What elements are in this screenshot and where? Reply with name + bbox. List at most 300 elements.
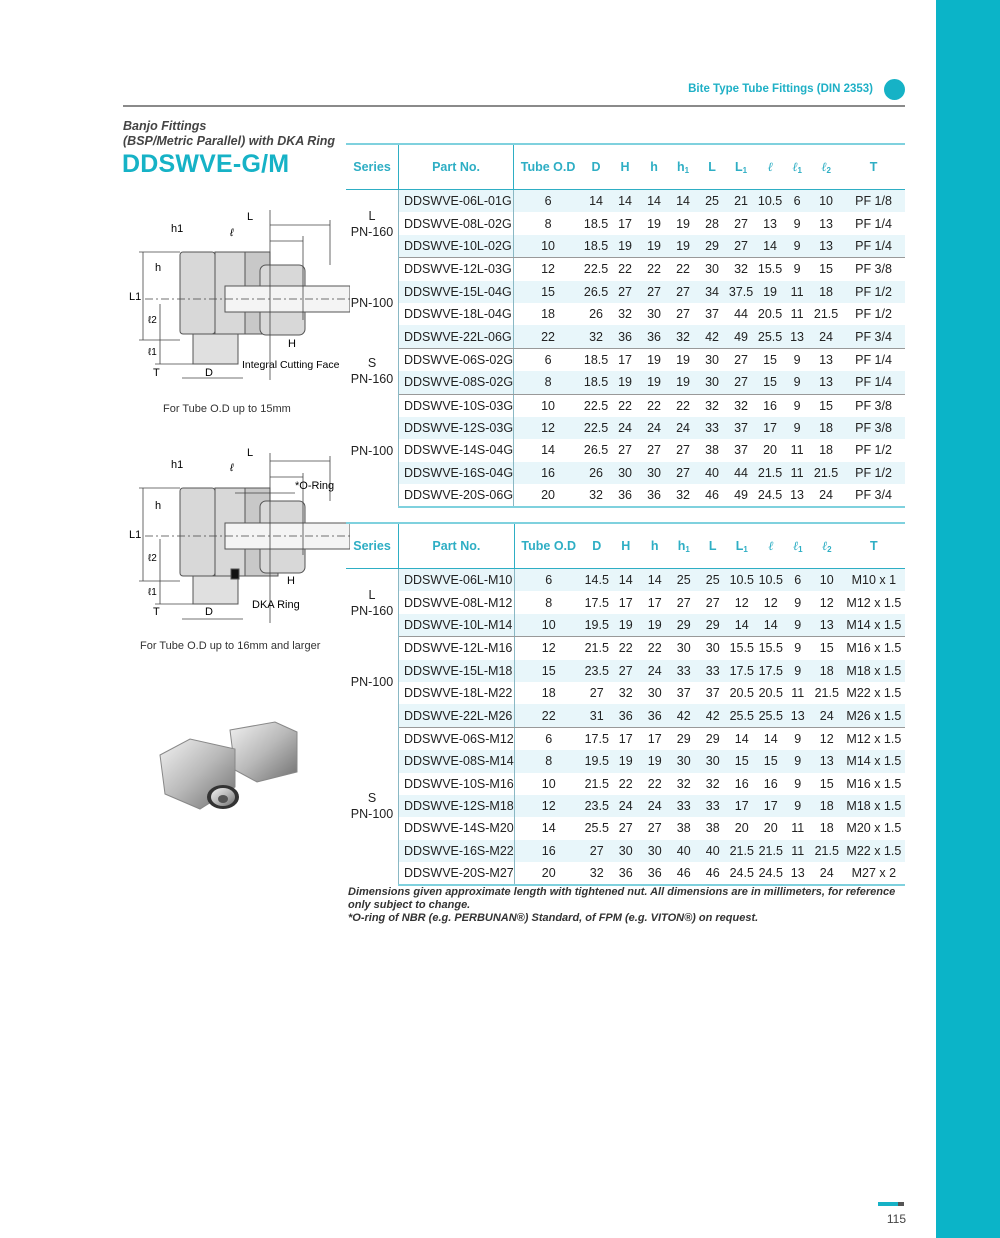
dim-D-cell: 23.5 (583, 795, 611, 817)
dim-h1-cell: 25 (669, 569, 699, 592)
col-T: T (842, 144, 905, 190)
col-h: h (641, 523, 669, 569)
dim-ell-cell: 10.5 (756, 190, 784, 213)
dim-L-cell: 32 (705, 398, 720, 413)
dim-ell-cell: 14 (763, 731, 778, 746)
dim-D-cell: 21.5 (584, 641, 609, 656)
dim-h1-cell: 42 (669, 704, 699, 727)
product-model: DDSWVE-G/M (122, 150, 290, 178)
tube-od-cell: 12 (541, 641, 556, 656)
dim-h-cell: 36 (640, 484, 668, 507)
dim-L1-cell: 20 (734, 821, 749, 836)
dim-ell2-cell: 15 (819, 641, 834, 656)
product-photo (155, 715, 315, 820)
dim-ell-cell: 17.5 (757, 660, 785, 682)
thread-T-cell: M26 x 1.5 (843, 704, 905, 727)
col-ell1: ℓ$_1$ (785, 523, 811, 569)
dim-label-l1: ℓ1 (148, 587, 157, 598)
series-cell (346, 637, 399, 728)
dim-H-cell: 17 (618, 216, 633, 231)
dim-L1-cell: 20.5 (729, 686, 754, 701)
dim-L-cell: 33 (699, 660, 727, 682)
dim-ell2-cell: 21.5 (813, 307, 839, 322)
dim-h1-cell: 19 (676, 352, 691, 367)
dim-H-cell: 36 (610, 325, 640, 348)
dim-ell-cell: 10.5 (757, 569, 785, 592)
dim-ell1-cell: 6 (784, 190, 810, 213)
dim-ell2-cell: 13 (819, 216, 834, 231)
dim-h-cell: 19 (641, 750, 669, 772)
col-tube-od: Tube O.D (514, 523, 583, 569)
dim-ell-cell: 12 (763, 595, 778, 610)
dim-h1-cell: 19 (668, 235, 698, 258)
diagram-1-caption: For Tube O.D up to 15mm (163, 403, 291, 415)
dim-L-cell: 42 (698, 325, 726, 348)
dim-h-cell: 27 (647, 443, 662, 458)
dim-ell-cell: 14 (757, 614, 785, 637)
dim-ell2-cell: 21.5 (814, 686, 839, 701)
dim-ell2-cell: 18 (810, 417, 842, 439)
dim-h1-cell: 30 (676, 641, 691, 656)
tube-od-cell: 10 (514, 614, 583, 637)
dim-H-cell: 17 (618, 352, 633, 367)
tube-od-cell: 18 (541, 307, 556, 322)
diagram-2-caption: For Tube O.D up to 16mm and larger (140, 640, 321, 652)
dim-h1-cell: 27 (668, 462, 698, 484)
dim-D-cell: 17.5 (584, 731, 609, 746)
tube-od-cell: 8 (514, 371, 583, 394)
series-type: L (368, 208, 376, 223)
dim-ell-cell: 20 (763, 443, 778, 458)
table-row (346, 637, 905, 660)
table-row (346, 394, 905, 417)
dim-L1-cell: 17.5 (727, 660, 757, 682)
series-cell (346, 348, 399, 394)
table-row (346, 303, 905, 325)
dim-L1-cell: 44 (734, 307, 749, 322)
dim-h1-cell: 32 (668, 484, 698, 507)
dim-h1-cell: 46 (669, 862, 699, 885)
dim-ell-cell: 13 (763, 216, 778, 231)
table-row (346, 569, 905, 592)
dim-h1-cell: 40 (669, 840, 699, 862)
dim-ell2-cell: 13 (819, 352, 834, 367)
dim-h1-cell: 27 (676, 595, 691, 610)
col-h1: $h_1$ (668, 144, 698, 190)
dim-L-cell: 34 (698, 281, 726, 303)
dim-h1-cell: 32 (676, 776, 691, 791)
dim-ell-cell: 20 (763, 821, 778, 836)
dim-L-cell: 46 (698, 484, 726, 507)
col-part-no: Part No. (399, 523, 515, 569)
dim-D-cell: 27 (589, 686, 604, 701)
thread-T-cell: PF 1/2 (842, 462, 905, 484)
dim-D-cell: 14.5 (583, 569, 611, 592)
dim-H-cell: 19 (610, 371, 640, 394)
dim-h-cell: 30 (647, 686, 662, 701)
dim-h-cell: 36 (641, 704, 669, 727)
table-header-row (346, 144, 905, 190)
part-no-cell: DDSWVE-20S-M27 (399, 862, 515, 885)
dim-D-cell: 22.5 (583, 262, 609, 277)
dim-L-cell: 32 (705, 776, 720, 791)
table-row (346, 281, 905, 303)
dim-ell1-cell: 9 (784, 417, 810, 439)
tube-od-cell: 12 (541, 262, 556, 277)
tube-od-cell: 8 (544, 216, 552, 231)
dim-ell-cell: 24.5 (757, 862, 785, 885)
dim-H-cell: 19 (610, 235, 640, 258)
dim-label-ell: ℓ (230, 462, 234, 474)
col-ell2: ℓ$_2$ (810, 144, 842, 190)
dim-D-cell: 19.5 (583, 750, 611, 772)
dim-ell2-cell: 18 (811, 795, 843, 817)
dim-h1-cell: 33 (669, 795, 699, 817)
dim-H-cell: 27 (611, 660, 641, 682)
dim-label-l2: ℓ2 (148, 315, 157, 326)
dim-h-cell: 36 (641, 862, 669, 885)
dim-h-cell: 19 (641, 614, 669, 637)
thread-T-cell: M20 x 1.5 (846, 821, 902, 836)
dim-ell2-cell: 12 (819, 731, 834, 746)
dim-ell1-cell: 9 (793, 216, 801, 231)
dim-ell2-cell: 18 (819, 443, 834, 458)
dim-label-L1: L1 (129, 529, 142, 541)
dim-L-cell: 46 (699, 862, 727, 885)
dim-h-cell: 14 (641, 569, 669, 592)
thread-T-cell: M12 x 1.5 (846, 595, 902, 610)
dim-ell1-cell: 6 (785, 569, 811, 592)
table-row (346, 660, 905, 682)
dim-label-l2: ℓ2 (148, 553, 157, 564)
dim-ell-cell: 14 (756, 235, 784, 258)
dim-h1-cell: 27 (676, 307, 691, 322)
series-pressure: PN-160 (350, 224, 394, 239)
dim-D-cell: 26 (589, 307, 604, 322)
dim-label-T: T (153, 606, 160, 618)
dim-ell1-cell: 9 (794, 641, 802, 656)
part-no-cell: DDSWVE-12S-M18 (399, 795, 515, 817)
spec-table-metric (346, 522, 905, 886)
dim-L1-cell: 10.5 (727, 569, 757, 592)
dim-H-cell: 24 (611, 795, 641, 817)
dim-L-cell: 30 (705, 641, 720, 656)
table-row (346, 727, 905, 750)
thread-T-cell: PF 1/4 (855, 352, 892, 367)
tube-od-cell: 16 (514, 840, 583, 862)
dim-H-cell: 36 (610, 484, 640, 507)
dim-D-cell: 18.5 (582, 235, 610, 258)
dim-ell1-cell: 9 (785, 795, 811, 817)
dim-ell-cell: 20.5 (757, 307, 783, 322)
dim-ell2-cell: 24 (810, 325, 842, 348)
dim-h-cell: 24 (641, 660, 669, 682)
dim-ell2-cell: 24 (810, 484, 842, 507)
dim-ell2-cell: 12 (819, 595, 834, 610)
thread-T-cell: M22 x 1.5 (843, 840, 905, 862)
tube-od-cell: 10 (541, 776, 556, 791)
dim-label-ell: ℓ (230, 227, 234, 239)
dim-D-cell: 26.5 (582, 281, 610, 303)
dim-h-cell: 27 (647, 821, 662, 836)
dim-ell-cell: 16 (763, 776, 778, 791)
dim-L1-cell: 14 (727, 614, 757, 637)
dim-ell1-cell: 13 (784, 325, 810, 348)
dim-L1-cell: 37 (734, 443, 749, 458)
col-ell: ℓ (756, 144, 784, 190)
series-type: S (367, 356, 377, 371)
thread-T-cell: M22 x 1.5 (846, 686, 902, 701)
col-series: Series (346, 523, 399, 569)
dim-ell-cell: 21.5 (756, 462, 784, 484)
table-row (346, 773, 905, 795)
dim-H-cell: 14 (611, 569, 641, 592)
tube-od-cell: 22 (514, 325, 583, 348)
table-row (346, 750, 905, 772)
tube-od-cell: 14 (541, 443, 556, 458)
dim-label-L1: L1 (129, 291, 142, 303)
dim-h1-cell: 22 (676, 398, 691, 413)
dim-ell2-cell: 13 (810, 371, 842, 394)
dim-H-cell: 14 (610, 190, 640, 213)
thread-T-cell: PF 1/4 (842, 235, 905, 258)
dim-ell1-cell: 9 (793, 352, 801, 367)
dim-ell1-cell: 11 (791, 821, 805, 836)
dim-ell-cell: 15 (763, 352, 778, 367)
tube-od-cell: 10 (541, 398, 556, 413)
dim-D-cell: 32 (583, 862, 611, 885)
series-type: S (367, 791, 377, 806)
part-no-cell: DDSWVE-06S-02G (399, 348, 514, 371)
thread-T-cell: M10 x 1 (843, 569, 905, 592)
dim-D-cell: 26.5 (583, 443, 609, 458)
section-title: Bite Type Tube Fittings (DIN 2353) (688, 83, 873, 95)
part-no-cell: DDSWVE-08S-02G (399, 371, 514, 394)
series-cell (346, 258, 399, 349)
part-no-cell: DDSWVE-10S-03G (399, 394, 514, 417)
dim-ell2-cell: 21.5 (811, 840, 843, 862)
subtitle-line-2: (BSP/Metric Parallel) with DKA Ring (123, 134, 336, 148)
col-tube-od: Tube O.D (514, 144, 583, 190)
dim-H-cell: 22 (618, 641, 633, 656)
dim-L1-cell: 49 (726, 484, 756, 507)
dim-L1-cell: 21 (726, 190, 756, 213)
dim-h1-cell: 27 (676, 443, 691, 458)
dim-ell2-cell: 15 (819, 262, 834, 277)
table-row (346, 795, 905, 817)
footnotes (348, 886, 908, 925)
dim-h-cell: 30 (647, 307, 662, 322)
dim-ell1-cell: 9 (785, 750, 811, 772)
series-pressure: PN-160 (350, 372, 394, 387)
dim-h-cell: 14 (640, 190, 668, 213)
dim-ell-cell: 17 (757, 795, 785, 817)
dim-label-l1: ℓ1 (148, 347, 157, 358)
dim-L1-cell: 24.5 (727, 862, 757, 885)
dim-ell2-cell: 18 (819, 821, 834, 836)
dim-label-h: h (155, 500, 162, 512)
tube-od-cell: 12 (514, 417, 583, 439)
dim-H-cell: 27 (618, 443, 633, 458)
dim-H-cell: 24 (610, 417, 640, 439)
dim-H-cell: 19 (611, 750, 641, 772)
table-row (346, 817, 905, 839)
o-ring-label: *O-Ring (295, 480, 335, 492)
thread-T-cell: PF 3/4 (842, 484, 905, 507)
table-row (346, 212, 905, 234)
dim-ell2-cell: 15 (819, 398, 834, 413)
dim-L1-cell: 14 (734, 731, 749, 746)
table-row (346, 484, 905, 507)
dim-L-cell: 40 (699, 840, 727, 862)
dim-h1-cell: 24 (668, 417, 698, 439)
dim-L-cell: 28 (705, 216, 720, 231)
dim-ell1-cell: 9 (794, 595, 802, 610)
dim-H-cell: 30 (610, 462, 640, 484)
tube-od-cell: 22 (514, 704, 583, 727)
table-row (346, 325, 905, 348)
tube-od-cell: 6 (514, 569, 583, 592)
dim-L-cell: 33 (698, 417, 726, 439)
dim-ell2-cell: 15 (819, 776, 834, 791)
dim-h-cell: 19 (647, 216, 662, 231)
dim-h1-cell: 33 (669, 660, 699, 682)
col-L: L (699, 523, 727, 569)
part-no-cell: DDSWVE-08L-02G (399, 212, 514, 234)
dim-ell1-cell: 11 (791, 686, 805, 701)
dim-h-cell: 27 (640, 281, 668, 303)
header-divider (123, 105, 905, 107)
side-color-band (936, 0, 1000, 1238)
col-part-no: Part No. (399, 144, 514, 190)
part-no-cell: DDSWVE-08S-M14 (399, 750, 515, 772)
dim-h1-cell: 29 (676, 731, 691, 746)
dim-h1-cell: 30 (669, 750, 699, 772)
dim-label-h1: h1 (171, 223, 184, 235)
col-h: h (640, 144, 668, 190)
dim-L-cell: 37 (705, 686, 720, 701)
dim-D-cell: 18.5 (583, 216, 609, 231)
dim-ell2-cell: 21.5 (810, 462, 842, 484)
subtitle-line-1: Banjo Fittings (123, 119, 207, 133)
table-row (346, 439, 905, 461)
series-cell (346, 569, 399, 637)
part-no-cell: DDSWVE-06S-M12 (399, 727, 515, 750)
part-no-cell: DDSWVE-22L-M26 (399, 704, 515, 727)
dim-H-cell: 36 (611, 704, 641, 727)
dim-ell2-cell: 18 (810, 281, 842, 303)
tube-od-cell: 6 (544, 352, 552, 367)
dim-L-cell: 29 (698, 235, 726, 258)
dim-ell1-cell: 9 (794, 731, 802, 746)
thread-T-cell: M18 x 1.5 (843, 660, 905, 682)
dim-ell-cell: 15.5 (758, 641, 783, 656)
section-dot-icon (884, 79, 905, 100)
part-no-cell: DDSWVE-08L-M12 (399, 591, 515, 613)
thread-T-cell: M16 x 1.5 (846, 776, 902, 791)
dim-D-cell: 19.5 (583, 614, 611, 637)
thread-T-cell: M12 x 1.5 (846, 731, 902, 746)
dim-h-cell: 22 (647, 641, 662, 656)
part-no-cell: DDSWVE-06L-01G (399, 190, 514, 213)
dim-ell1-cell: 9 (784, 371, 810, 394)
dim-ell-cell: 25.5 (756, 325, 784, 348)
dim-L1-cell: 32 (734, 262, 749, 277)
table-row (346, 417, 905, 439)
dim-ell1-cell: 11 (790, 443, 804, 458)
part-no-cell: DDSWVE-10L-02G (399, 235, 514, 258)
dim-ell1-cell: 11 (784, 281, 810, 303)
dim-D-cell: 32 (582, 325, 610, 348)
series-type: L (368, 587, 376, 602)
thread-T-cell: PF 1/8 (842, 190, 905, 213)
part-no-cell: DDSWVE-14S-04G (399, 439, 514, 461)
product-subtitle (123, 119, 335, 149)
dim-D-cell: 21.5 (584, 776, 609, 791)
dim-h-cell: 22 (647, 776, 662, 791)
dim-H-cell: 32 (618, 307, 633, 322)
dim-H-cell: 27 (618, 821, 633, 836)
table-row (346, 258, 905, 281)
tube-od-cell: 8 (545, 595, 553, 610)
table-row (346, 704, 905, 727)
thread-T-cell: PF 1/4 (855, 216, 892, 231)
page-marker (878, 1202, 904, 1206)
series-pressure: PN-160 (350, 603, 394, 618)
dim-ell1-cell: 11 (785, 840, 811, 862)
table-row (346, 682, 905, 704)
tube-od-cell: 15 (514, 660, 583, 682)
series-cell (346, 190, 399, 258)
dim-label-H: H (287, 575, 295, 587)
dim-h-cell: 19 (640, 235, 668, 258)
dim-L-cell: 33 (699, 795, 727, 817)
dim-ell2-cell: 10 (811, 569, 843, 592)
thread-T-cell: PF 3/4 (842, 325, 905, 348)
tube-od-cell: 15 (514, 281, 583, 303)
dim-ell1-cell: 9 (794, 776, 802, 791)
dim-L1-cell: 16 (734, 776, 749, 791)
dim-ell2-cell: 13 (810, 235, 842, 258)
dim-h-cell: 22 (647, 398, 662, 413)
dim-ell1-cell: 13 (785, 704, 811, 727)
table-row (346, 371, 905, 394)
thread-T-cell: PF 3/8 (855, 262, 892, 277)
tube-od-cell: 10 (514, 235, 583, 258)
part-no-cell: DDSWVE-10L-M14 (399, 614, 515, 637)
dim-H-cell: 22 (618, 262, 633, 277)
dim-L1-cell: 37 (726, 417, 756, 439)
dim-ell-cell: 16 (763, 398, 778, 413)
dim-h1-cell: 32 (668, 325, 698, 348)
dim-h-cell: 30 (640, 462, 668, 484)
thread-T-cell: PF 3/8 (842, 417, 905, 439)
dim-h-cell: 19 (647, 352, 662, 367)
dim-L-cell: 30 (705, 262, 720, 277)
thread-T-cell: M14 x 1.5 (843, 750, 905, 772)
dim-ell1-cell: 11 (790, 307, 804, 322)
tube-od-cell: 6 (545, 731, 553, 746)
dim-D-cell: 31 (583, 704, 611, 727)
col-D: D (583, 523, 611, 569)
table-row (346, 348, 905, 371)
dim-h1-cell: 38 (676, 821, 691, 836)
dim-H-cell: 19 (611, 614, 641, 637)
dim-D-cell: 22.5 (583, 398, 609, 413)
thread-T-cell: M27 x 2 (843, 862, 905, 885)
part-no-cell: DDSWVE-12L-03G (399, 258, 514, 281)
dim-D-cell: 18.5 (582, 371, 610, 394)
